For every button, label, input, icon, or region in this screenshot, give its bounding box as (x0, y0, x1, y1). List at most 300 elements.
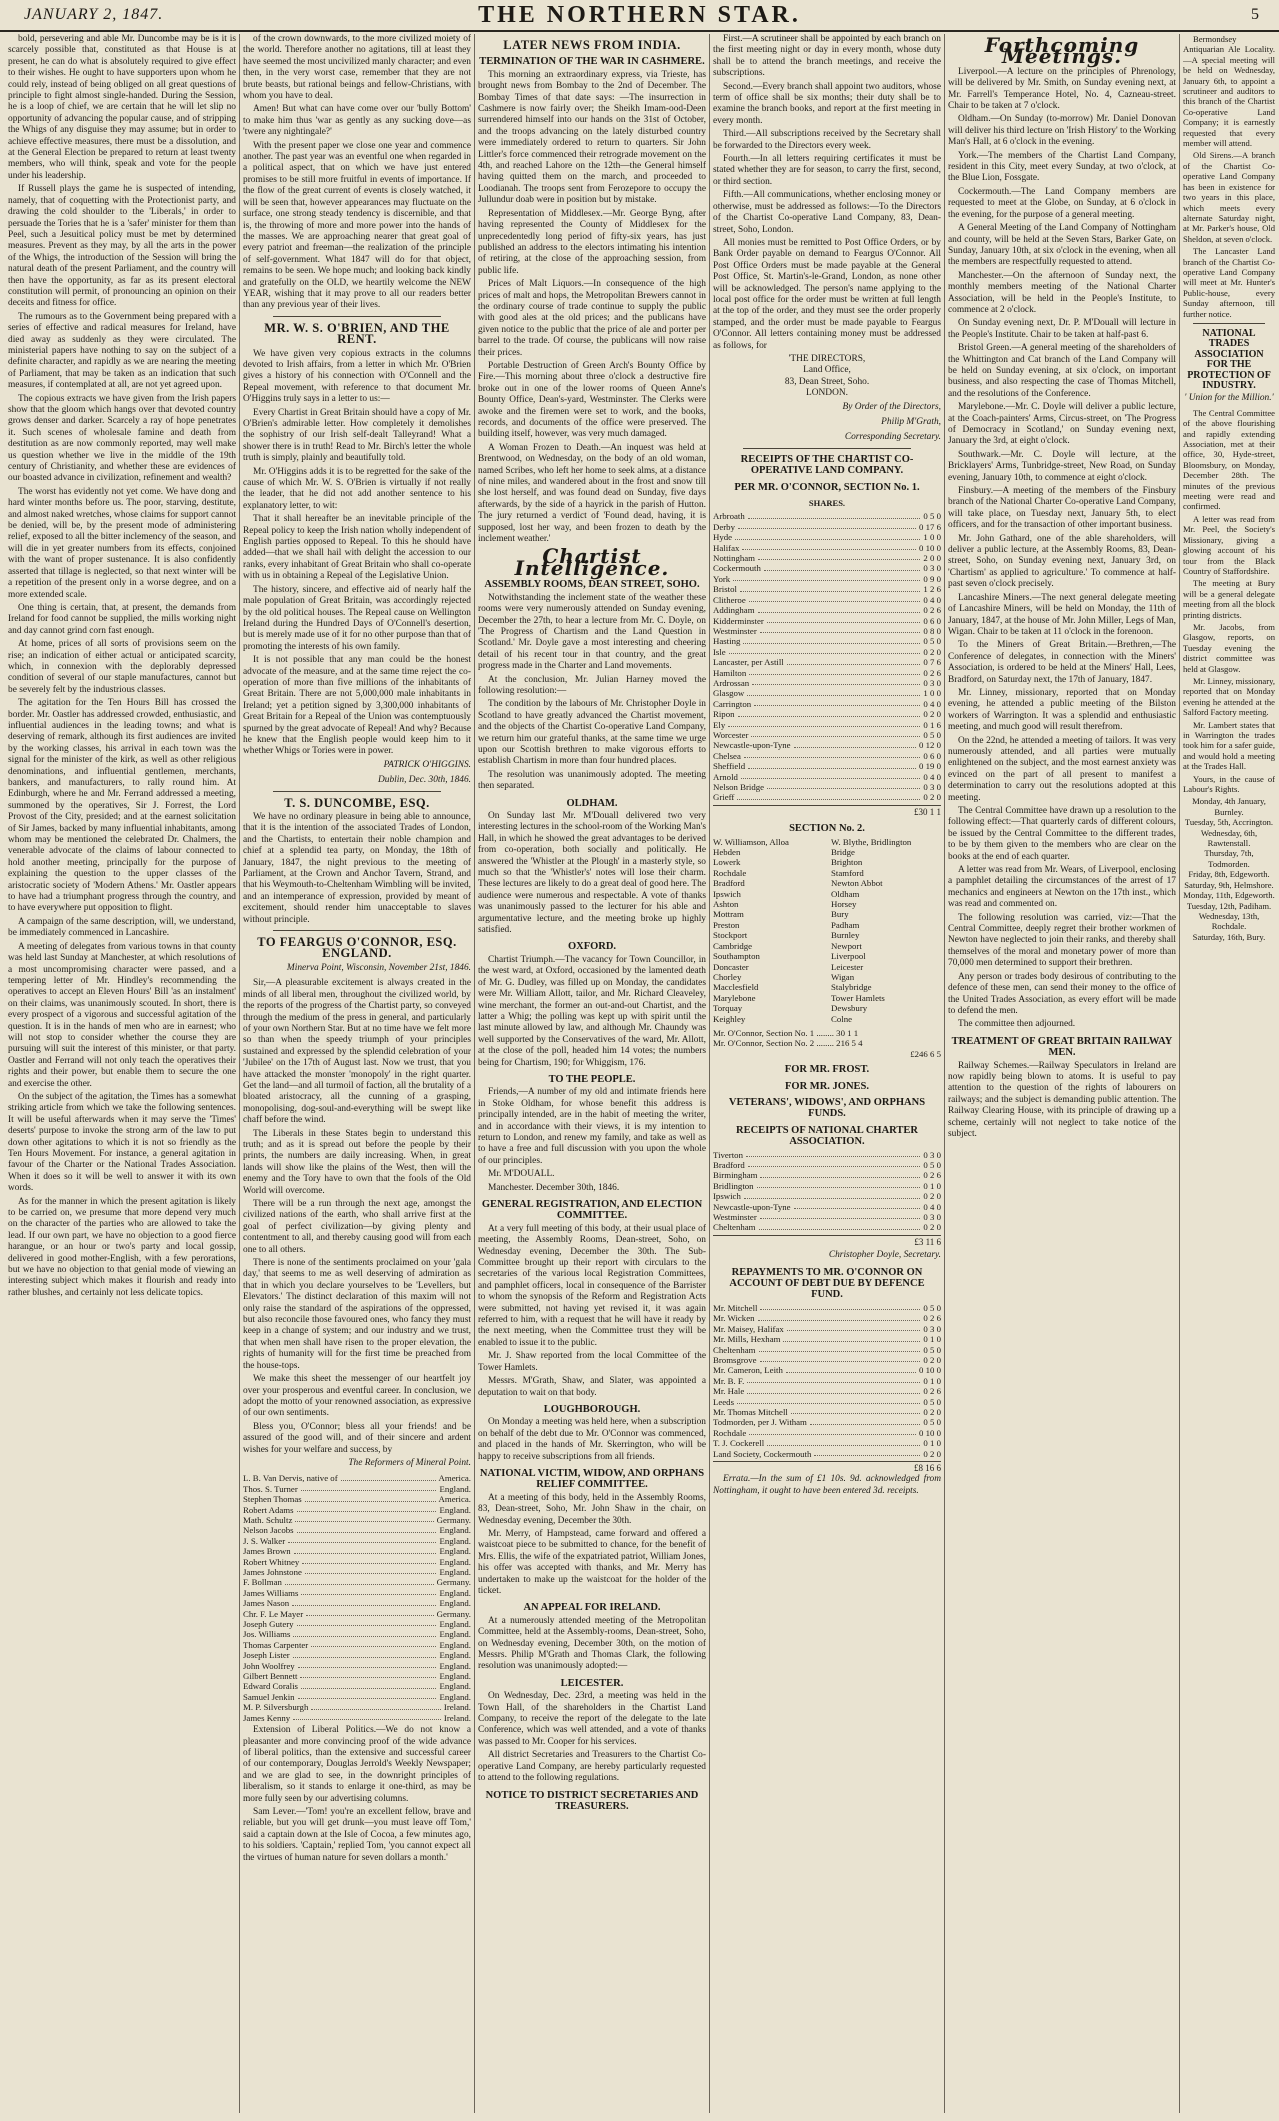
leader-dots (767, 1438, 920, 1445)
nca-receipts (713, 1150, 941, 1233)
paragraph: Messrs. M'Grath, Shaw, and Slater, was appointed a deputation to wait on that body. (478, 1376, 706, 1398)
row-value: 0 2 0 (923, 1406, 941, 1417)
row-label: J. S. Walker (243, 1535, 286, 1546)
leader-dots (760, 1303, 920, 1310)
paragraph: Old Sirens.—A branch of the Chartist Co-operative Land Company has been in existence for two years in this place, which meets every alternate Saturday night, at Mr. Parker's house, Old Sheldon, at seven o'clock. (1183, 150, 1275, 244)
paragraph: On Sunday last Mr. M'Douall delivered two very interesting lectures in the school-room of the Working Man's Hall, in which he showed the great advantages to be derived from co-operation, both socially and politically. He answered the 'Whistler at the Plough' in a masterly style, so much so that the 'Whistler's' notes will lose their charm. These lectures are likely to do a great deal of good here. The audience were numerous and respectable. A vote of thanks was unanimously passed to the lecturer for his able and argumentative lecture, and the meeting broke up highly satisfied. (478, 811, 706, 936)
list-item: Stamford (831, 867, 864, 878)
heading-victim-relief: NATIONAL VICTIM, WIDOW, AND ORPHANS RELIEF COMMITTEE. (479, 1467, 705, 1491)
row-value: England. (439, 1535, 471, 1546)
leader-dots (751, 730, 920, 737)
leader-dots (305, 1494, 436, 1501)
list-item: Brighton (831, 857, 863, 868)
leader-dots (741, 772, 920, 779)
text-line: Saturday, 16th, Bury. (1192, 931, 1266, 942)
row-value: England. (439, 1556, 471, 1567)
row-label: James Williams (243, 1587, 299, 1598)
row-label: Bromsgrove (713, 1354, 757, 1365)
row-value: 0 3 0 (923, 1149, 941, 1160)
text-line: Land Office, (803, 365, 851, 376)
heading-nta: NATIONAL TRADES ASSOCIATION FOR THE PROTECTION OF INDUSTRY. (1187, 327, 1271, 391)
column-rule (1179, 34, 1180, 2113)
row-value: 0 7 6 (923, 657, 941, 668)
leader-dots (295, 1515, 433, 1522)
row-label: Newcastle-upon-Tyne (713, 1201, 791, 1212)
list-row (713, 720, 941, 730)
paragraph: Second.—Every branch shall appoint two auditors, whose term of office shall be six months; their duty shall be to examine the branch books, and report at the first meeting in every month. (713, 81, 941, 126)
heading-veterans-fund: VETERANS', WIDOWS', AND ORPHANS FUNDS. (728, 1096, 926, 1120)
paragraph: Chartist Triumph.—The vacancy for Town Councillor, in the west ward, at Oxford, occasioned by the lamented death of Mr. G. Dudley, was filled up on Monday, the candidates were Mr. William Allott, tailor, and Mr. Richard Cleaveley, wine merchant, the former an out-and-out Chartist, and the latter a Whig; the polling was kept up with spirit until the last minute allowed by law, and although Mr. Chaundy was well supported by the Conservatives of the ward, Mr. Allott, at the close of the poll, headed him 14 votes; the numbers being for Chartism, 190; for Whiggism, 176. (478, 954, 706, 1068)
leader-dots (748, 511, 921, 518)
list-item: Torquay (713, 1003, 743, 1014)
paragraph: On the subject of the agitation, the Times has a somewhat striking article from which we take the following sentences. It will be useful afterwards when it may serve the 'Times' deserts' purpose to invoke the strong arm of the law to put down other agitations to which it is not so friendly as the Ten Hours Movement. For instance, a general agitation in favour of the Charter or the National Trades Association. When it does so it will be well to answer it with its own words. (8, 1091, 236, 1194)
row-label: Joseph Gutery (243, 1619, 294, 1630)
shares-label: SHARES. (808, 498, 846, 509)
row-value: 1 0 0 (923, 688, 941, 699)
row-value: 0 6 0 (923, 750, 941, 761)
heading-oxford: OXFORD. (567, 941, 617, 953)
leader-dots (794, 1202, 921, 1209)
heading-assembly-rooms: ASSEMBLY ROOMS, DEAN STREET, SOHO. (484, 579, 700, 591)
leader-dots (783, 1334, 920, 1341)
paragraph: We have no ordinary pleasure in being able to announce, that it is the intention of the associated Trades of London, and the Chartists, to entertain their noble champion and chief at a splendid tea party, on Monday, the 18th of January, 1847, the night previous to the meeting of Parliament, at the Crown and Anchor Tavern, Strand, and that his Weymouth-to-Cheltenham Wimbling will be invited, and an intemperance of expression, provided by meant of excitement, should render him unacceptable to slaves without principle. (243, 812, 471, 925)
row-value: Germany. (436, 1577, 471, 1588)
paragraph: Fourth.—In all letters requiring certificates it must be stated whether they are for season, to carry the first, second, or third section. (713, 154, 941, 187)
row-value: 0 10 0 (919, 1427, 941, 1438)
leader-dots (747, 688, 920, 695)
list-row (243, 1681, 471, 1691)
paragraph: The following resolution was carried, viz:—That the Central Committee, deeply regret their brother workmen of Newton have neglected to join their ranks, and thereby shall themselves of the moral and monetary power of more than 70,000 men determined to support their brethren. (948, 912, 1176, 969)
row-value: 0 5 0 (923, 729, 941, 740)
paragraph: Representation of Middlesex.—Mr. George Byng, after having represented the County of Middlesex for the unprecedentedly long period of fifty-six years, has just published an address to the electors intimating his intention of retiring, at the close of the approaching session, from public life. (478, 208, 706, 276)
row-label: Thomas Carpenter (243, 1639, 309, 1650)
list-row (713, 740, 941, 750)
paragraph: A Woman Frozen to Death.—An inquest was held at Brentwood, on Wednesday, on the body of an old woman, named Scribes, who left her home to seek alms, at a distance of nine miles, and wandered about in the frost and snow till she lost herself, and was found dead on Sunday, five days afterwards, by the side of a hayrick in the parish of Hutton. The jury returned a verdict of 'Found dead, having, it is supposed, lost her way, and been frozen to death by the inclement weather.' (478, 442, 706, 545)
row-label: Ripon (713, 709, 735, 720)
row-value: 0 4 0 (923, 698, 941, 709)
row-value: 1 2 6 (923, 584, 941, 595)
leader-dots (293, 1629, 436, 1636)
list-row (713, 761, 941, 771)
paragraph: Yours, in the cause of Labour's Rights. (1183, 773, 1275, 795)
heading-india: LATER NEWS FROM INDIA. (503, 38, 681, 52)
signature-place: Dublin, Dec. 30th, 1846. (378, 775, 471, 786)
row-value: 0 1 6 (923, 719, 941, 730)
paragraph: It is not possible that any man could be the honest advocate of the measure, and at the same time reject the co-operation of more than five millions of the inhabitants of Great Britain. There are not 5,000,000 male inhabitants in Ireland; yet a petition signed by 3,300,000 inhabitants of Great Britain for a Repeal of the Union was contemptuously spurned by the great advocate of Repeal! And why? Because he knew that the English people would keep him to it whether Whigs or Tories were in power. (243, 655, 471, 757)
paragraph: A meeting of delegates from various towns in that county was held last Sunday at Manchester, at which resolutions of a most uncompromising character were passed, and a tempering letter of Mr. Hindley's recommending the operatives to accept an Eleven Hours' Bill 'as an instalment' on their claims, was unanimously scouted. In short, there is every prospect of a vigorous and successful agitation of the question. It is in the hands of men who are in earnest; who will not stop to consider whether the course they are pursuing will suit the interest of this minister, or that party. Oastler and Ferrand will not only teach the operatives their rights and their power, but enable them to secure the one and exercise the other. (8, 941, 236, 1089)
heading-mr-frost: FOR MR. FROST. (784, 1064, 870, 1076)
heading-repayments: REPAYMENTS TO MR. O'CONNOR ON ACCOUNT OF DEBT DUE BY DEFENCE FUND. (729, 1266, 925, 1301)
paragraph: Notwithstanding the inclement state of the weather these rooms were very numerously attended on Sunday evening, December the 27th, to hear a lecture from Mr. C. Doyle, on 'The Progress of Chartism and the Land Question in Scotland.' Mr. Doyle gave a most interesting and cheering detail of his recent tour in that country, and the great progress made in the Charter and Land movements. (478, 592, 706, 672)
list-row (713, 772, 941, 782)
row-value: America. (438, 1473, 471, 1484)
leader-dots (292, 1598, 436, 1605)
railway-paragraph: Railway Schemes.—Railway Speculators in Ireland are now rapidly being blown to atoms. It is useful to pay attention to the question of the rights of labourers on railways; and the subject is demanding public attention. The Railway Clearing House, with its principle of drawing up a scheme, certainly will not neglect to take notice of the subject. (948, 1060, 1176, 1139)
row-value: 0 1 0 (923, 1375, 941, 1386)
paragraph: With the present paper we close one year and commence another. The past year was an eventful one when regarded in a political aspect, that on which we have just entered promises to be still more fruitful in events of importance. If the flow of the great current of events is closely watched, it will be seen that, however appearances may fluctuate on the surface, one strong steady tendency is discernible, and that is, the throwing of more and more power into the hands of the masses. We are approaching nearer that great goal of every patriot and freeman—the realization of the principle of self-government. What 1847 will do for that object, remains to be seen. We hope much; and looking back kindly and gratefully on the OLD, we heartily welcome the NEW YEAR, wishing that it may prove to all our readers better than any previous year of their lives. (243, 140, 471, 311)
row-value: Ireland. (443, 1702, 471, 1713)
row-value: 0 1 0 (923, 1438, 941, 1449)
leader-dots (297, 1619, 437, 1626)
row-label: Mr. Thomas Mitchell (713, 1406, 788, 1417)
paragraph: The committee then adjourned. (958, 1019, 1076, 1030)
row-label: L. B. Van Dervis, native of (243, 1473, 338, 1484)
section1-total: £30 1 1 (713, 805, 941, 818)
paragraph: At a numerously attended meeting of the Metropolitan Committee, held at the Assembly-rooms, Dean-street, Soho, on Wednesday evening, December 30th, on the motion of Messrs. Philip M'Grath and Thomas Clark, the following resolution was unanimously adopted:— (478, 1615, 706, 1672)
list-row (713, 595, 941, 605)
text-line: Tuesday, 12th, Padiham. (1186, 900, 1272, 911)
leader-dots (758, 1313, 921, 1320)
list-row (243, 1536, 471, 1546)
letter-body (243, 978, 471, 1456)
row-label: Robert Whitney (243, 1556, 300, 1567)
leader-dots (759, 1345, 921, 1352)
list-row (713, 616, 941, 626)
row-value: 0 4 0 (923, 594, 941, 605)
column-3 (478, 34, 706, 2113)
leader-dots (306, 1609, 434, 1616)
leader-dots (744, 751, 921, 758)
list-row (713, 1386, 941, 1396)
row-label: Math. Schultz (243, 1514, 293, 1525)
paragraph: On Monday a meeting was held here, when a subscription on behalf of the debt due to Mr. O'Connor was commenced, and placed in the hands of Mr. Skerrington, who will be happy to receive subscriptions from all friends. (478, 1417, 706, 1462)
paragraph: Bristol Green.—A general meeting of the shareholders of the Whittington and Cat branch of the Land Company will be held on Sunday evening, at six o'clock, on important business, and also respecting the case of Thomas Mitchell, and the resolutions of the Conference. (948, 343, 1176, 399)
heading-railway: TREATMENT OF GREAT BRITAIN RAILWAY MEN. (951, 1035, 1173, 1059)
oldham-report (478, 811, 706, 936)
paragraph: Mr. Lambert states that in Warrington the trades took him for a safer guide, and would hold a meeting at the Trades Hall. (1183, 719, 1275, 772)
paragraph: Southwark.—Mr. C. Doyle will lecture, at the Bricklayers' Arms, Tunbridge-street, New Road, on Sunday evening, January 10th, to commence at eight o'clock. (948, 449, 1176, 483)
row-value: England. (439, 1650, 471, 1661)
row-label: Birmingham (713, 1170, 758, 1181)
col2-intro (243, 34, 471, 312)
list-row (243, 1525, 471, 1535)
paragraph: Mr. J. Shaw reported from the local Committee of the Tower Hamlets. (478, 1351, 706, 1373)
list-row (713, 511, 941, 521)
nca-signature: Christopher Doyle, Secretary. (828, 1250, 941, 1261)
row-label: Mr. Cameron, Leith (713, 1365, 783, 1376)
paragraph: Every Chartist in Great Britain should have a copy of Mr. O'Brien's admirable letter. How completely it demolishes the sophistry of our Irish self-dealt Talleyrand! What a shower there is in truth! Read to Mr. Birch's letter the whole truth is simply, plainly and beautifully told. (243, 407, 471, 464)
paragraph: The agitation for the Ten Hours Bill has crossed the border. Mr. Oastler has addressed crowded, enthusiastic, and influential audiences in the leading towns; and what is deserving of remark, although its first audiences are invited by the working classes, his arrival in each town was the signal for the minister of the kirk, as well as other religious denominations, and influential gentlemen, merchants, bankers, and manufacturers, to rally round him. At Edinburgh, where he and Mr. Ferrand addressed a meeting, summoned by the operatives, Sir J. Forrest, the Lord Provost of the City, presided; and at the earnest solicitation of Sir James, backed by many influential inhabitants, among whom may be mentioned the celebrated Dr. Chalmers, the venerable advocate of the claims of labour connected to hold another meeting, principally for the purpose of explaining the question to the upper classes of the aristocratic society of 'Modern Athens.' Mr. Oastler appears to have had a triumphant progress through the country, and to have everywhere put opposition to flight. (8, 698, 236, 914)
list-row (243, 1702, 471, 1712)
leader-dots (791, 1407, 921, 1414)
leader-dots (749, 668, 920, 675)
list-item: Bridge (831, 847, 855, 858)
list-row (243, 1640, 471, 1650)
paragraph: Bless you, O'Connor; bless all your friends! and be assured of the good will, and of their sincere and ardent wishes for your welfare and success, by (243, 1421, 471, 1455)
row-label: Mr. B. F. (713, 1375, 745, 1386)
list-item: Oldham (831, 888, 860, 899)
list-row (713, 668, 941, 678)
row-value: 2 0 0 (923, 553, 941, 564)
text-line: 'THE DIRECTORS, (788, 353, 866, 364)
row-value: 0 10 0 (919, 1365, 941, 1376)
list-row (243, 1661, 471, 1671)
leader-dots (748, 1160, 921, 1167)
list-row (243, 1629, 471, 1639)
paragraph: York.—The members of the Chartist Land Company, resident in this City, meet every Sunday, at two o'clock, at the Blue Lion, Fossgate. (948, 150, 1176, 184)
list-row (713, 1449, 941, 1459)
paragraph: The copious extracts we have given from the Irish papers show that the gloom which hangs over that devoted country grows denser and darker. Scarcely a ray of hope penetrates it. Such scenes of wholesale famine and death from destitution as are now commonly reported, may well make us question whether we live in the middle of the 19th century of Christianity, and whether these are evidences of our boasted advance in civilization, refinement and wealth? (8, 393, 236, 484)
leader-dots (301, 1681, 437, 1688)
list-item: Rochdale (713, 867, 747, 878)
text-line: Wednesday, 13th, Rochdale. (1198, 910, 1260, 932)
paragraph: Third.—All subscriptions received by the Secretary shall be forwarded to the Directors every week. (713, 129, 941, 151)
list-item: Horsey (831, 899, 857, 910)
row-value: England. (439, 1587, 471, 1598)
row-value: 0 2 0 (923, 792, 941, 803)
paragraph: A campaign of the same description, will, we understand, be immediately commenced in Lancashire. (8, 916, 236, 939)
meetings-notices (948, 67, 1176, 1031)
leader-dots (293, 1650, 437, 1657)
row-label: Land Society, Cockermouth (713, 1448, 812, 1459)
list-item: Newport (831, 940, 862, 951)
paragraph: Mr. Linney, missionary, reported that on Monday evening, he attended a public meeting of the Bilston workers of Warrington. It was a splendid and enthusiastic meeting, and much good will result therefrom. (948, 687, 1176, 733)
obrien-article (243, 349, 471, 758)
leader-dots (298, 1692, 437, 1699)
row-label: Hasting (713, 636, 741, 647)
row-value: 0 12 0 (919, 740, 941, 751)
paragraph: bold, persevering and able Mr. Duncombe may be is it is scarcely possible that, constituted as that House is at present, he can do what is absolutely required to give effect to their wishes. He ought to have supporters upon whom he could rely, instead of being obliged on all great questions of principle to fight almost single-handed. During the Session, he is a loop of chief, we are certain that he will let slip no opportunity of advancing the popular cause, and of stripping the Whigs of any disguise they may assume; but in order to achieve effective measures, there must be a dissolution, and at the General Election be prepared to return at least twenty members, who will think, speak and vote for the people under his leadership. (8, 34, 236, 181)
paragraph: The Liberals in these States begin to understand this truth; and as it is spread out before the people by their prints, the numbers are daily increasing. When, in great lands will show like the plains of the West, then will the enemy and the Tory have to own that the fools of the Old World will overcome. (243, 1128, 471, 1196)
row-label: Newcastle-upon-Tyne (713, 740, 791, 751)
row-value: 0 2 0 (923, 709, 941, 720)
paragraph: A letter was read from Mr. Wears, of Liverpool, enclosing a pamphlet detailing the circumstances of the arrest of 17 mechanics and engineers at Newton on the 17th inst., which was read and commented on. (948, 865, 1176, 910)
row-label: Addingham (713, 605, 755, 616)
list-row (713, 1397, 941, 1407)
masthead (0, 0, 1279, 32)
appeal-report (478, 1616, 706, 1673)
paragraph: At a meeting of this body, held in the Assembly Rooms, 83, Dean-street, Soho, Mr. John Shaw in the chair, on Wednesday evening, December the 30th. (478, 1492, 706, 1526)
row-value: 0 5 0 (923, 1160, 941, 1170)
paragraph: of the crown downwards, to the more civilized moiety of the world. Therefore another no agitations, till at least they have seemed the most uncivilized manly character; and even then, in the very worst case, remember that they are not brute beasts, but rational beings and fellow-Christians, with whom you have to deal. (243, 34, 471, 102)
text-line: LONDON. (806, 388, 848, 399)
column-rule (709, 34, 710, 2113)
list-item: Mottram (713, 909, 744, 920)
list-row (713, 1324, 941, 1334)
row-value: Germany. (436, 1608, 471, 1619)
row-value: 0 5 0 (923, 1417, 941, 1428)
row-value: England. (439, 1639, 471, 1650)
row-label: Grieff (713, 792, 735, 803)
leader-dots (749, 1428, 916, 1435)
leader-dots (758, 553, 920, 560)
leader-dots (288, 1536, 436, 1543)
list-item: Burnley (831, 930, 860, 941)
leader-dots (787, 1324, 921, 1331)
list-row (713, 1428, 941, 1438)
leader-dots (794, 740, 916, 747)
list-row (713, 1438, 941, 1448)
page-number: 5 (1251, 6, 1259, 23)
section-chartist-intelligence: Chartist Intelligence. (514, 544, 670, 580)
row-value: England. (439, 1567, 471, 1577)
list-row (713, 1170, 941, 1180)
paragraph: The resolution was unanimously adopted. The meeting then separated. (478, 769, 706, 792)
paragraph: Sam Lever.—'Tom! you're an excellent fellow, brave and reliable, but you will get drunk—you must leave off Tom,' said a captain down at the Isle of Cocoa, a few minutes ago, to his soldiers. 'Captain,' replied Tom, 'you cannot expect all the virtues of human nature for seven dollars a month.' (243, 1806, 471, 1863)
list-item: W. Blythe, Bridlington (831, 836, 912, 847)
list-row (713, 522, 941, 532)
row-value: England. (439, 1660, 471, 1671)
row-label: Rochdale (713, 1427, 747, 1438)
row-label: James Johnstone (243, 1567, 302, 1577)
column-6 (1183, 34, 1275, 2113)
leader-dots (740, 584, 920, 591)
list-row (713, 1150, 941, 1160)
paragraph: On Sunday evening next, Dr. P. M'Douall will lecture in the People's Institute. Chair to be taken at half-past 6. (948, 318, 1176, 340)
heading-nca-receipts: RECEIPTS OF NATIONAL CHARTER ASSOCIATION. (736, 1124, 918, 1148)
paragraph: Finsbury.—A meeting of the members of the Finsbury branch of the National Charter Co-operative Land Company, will take place, on Tuesday next, January 5th, to elect officers, and for the transaction of other important business. (948, 486, 1176, 531)
leader-dots (760, 1212, 921, 1219)
leader-dots (293, 1713, 441, 1720)
list-row (713, 553, 941, 563)
repayments-total: £8 16 6 (713, 1461, 941, 1474)
leader-dots (305, 1567, 437, 1574)
paragraph: Oldham.—On Sunday (to-morrow) Mr. Daniel Donovan will deliver his third lecture on 'Irish History' to the Working Man's Hall, at 6 o'clock in the evening. (948, 114, 1176, 148)
list-item: Doncaster (713, 961, 749, 972)
paragraph: Prices of Malt Liquors.—In consequence of the high prices of malt and hops, the Metropolitan Brewers cannot in the ordinary course of trade continue to supply the public with good ales at the old prices; and the publicans have given notice to the public that the price of ale and porter per barrel to the trade. Of course, the publicans will now raise their prices. (478, 279, 706, 358)
paragraph: One thing is certain, that, at present, the demands from Ireland for food cannot be supplied, the mills working night and day cannot grind corn fast enough. (8, 602, 236, 636)
text-line: Thursday, 7th, Todmorden. (1204, 848, 1254, 869)
row-value: 0 5 0 (923, 1302, 941, 1313)
people-address (478, 1087, 706, 1194)
list-item: Preston (713, 919, 740, 930)
row-label: Lancaster, per Astill (713, 657, 784, 668)
text-line: Monday, 11th, Edgeworth. (1183, 890, 1275, 901)
row-value: England. (439, 1546, 471, 1557)
row-label: York (713, 573, 731, 584)
list-row (713, 1303, 941, 1313)
heading-oldham: OLDHAM. (566, 797, 618, 809)
row-value: 0 4 0 (923, 771, 941, 782)
leader-dots (747, 1386, 920, 1393)
list-row (713, 543, 941, 553)
row-value: England. (439, 1681, 471, 1692)
row-value: 0 5 0 (923, 1344, 941, 1355)
list-row (713, 605, 941, 615)
leader-dots (746, 1150, 920, 1157)
list-row (243, 1577, 471, 1587)
row-label: Derby (713, 521, 735, 532)
row-value: America. (438, 1494, 471, 1505)
row-value: 0 1 0 (923, 1334, 941, 1345)
list-row (713, 626, 941, 636)
leader-dots (301, 1588, 436, 1595)
subscriber-note: The Reformers of Mineral Point. (348, 1457, 471, 1468)
row-label: Carrington (713, 698, 752, 709)
row-label: Worcester (713, 729, 749, 740)
list-row (243, 1546, 471, 1556)
row-label: Westminster (713, 625, 757, 636)
section2-names (713, 837, 941, 1024)
list-item: Bury (831, 909, 849, 920)
leader-dots (733, 574, 920, 581)
leader-dots (311, 1702, 441, 1709)
row-value: 0 6 0 (923, 615, 941, 626)
leader-dots (754, 699, 920, 706)
paragraph: If Russell plays the game he is suspected of intending, namely, that of coquetting with the Protectionist party, and drawing the cold shoulder to the 'Liberals,' in order to persuade the Tories that he is a 'safer' minister for them than Peel, such a Jesuitical policy must be met by determined measures. Prevent as they may, by all the arts in the power of the Whigs, the introduction of the Session will bring the natural death of the present Parliament, and the country will then have the opportunity, as far as its present electoral constitution will permit, of pronouncing an opinion on their deceits and fitness for office. (8, 184, 236, 309)
list-item: Lowerk (713, 857, 741, 868)
paragraph: Marylebone.—Mr. C. Doyle will deliver a public lecture, at the Coach-painters' Arms, Circus-street, on 'The Progress of Democracy in Scotland,' on Sunday evening next, January the 3rd, at eight o'clock. (948, 402, 1176, 447)
paragraph: A letter was read from Mr. Peel, the Society's Missionary, giving a glowing account of his tour from the Black Country of Staffordshire. (1183, 513, 1275, 576)
list-row (713, 792, 941, 802)
list-item: Dewsbury (831, 1003, 868, 1014)
leader-dots (297, 1525, 437, 1532)
letter-place: Minerva Point, Wisconsin, November 21st, 1846. (286, 962, 471, 973)
leader-dots (810, 1417, 921, 1424)
list-row (713, 532, 941, 542)
list-item: Wigan (831, 971, 855, 982)
leader-dots (302, 1557, 436, 1564)
assembly-report (478, 593, 706, 793)
list-row (713, 1181, 941, 1191)
list-row (713, 657, 941, 667)
row-value: 0 4 0 (923, 1201, 941, 1212)
list-item: W. Williamson, Alloa (713, 836, 789, 847)
paragraph: On Wednesday, Dec. 23rd, a meeting was held in the Town Hall, of the shareholders in the Chartist Land Company, to receive the report of the delegate to the late Conference, which was well attended, and a vote of thanks was passed to Mr. Cooper for his services. (478, 1691, 706, 1747)
row-label: Mr. Wicken (713, 1313, 755, 1324)
list-row (243, 1609, 471, 1619)
heading-general-registration: GENERAL REGISTRATION, AND ELECTION COMMITTEE. (481, 1199, 703, 1222)
list-row (243, 1494, 471, 1504)
row-label: T. J. Cockerell (713, 1438, 765, 1449)
paragraph: We make this sheet the messenger of our heartfelt joy over your prosperous and eventful career. In conclusion, we adopt the motto of your renowned association, as expressive of our own sentiments. (243, 1374, 471, 1419)
list-item: Stalybridge (831, 982, 872, 993)
list-row (243, 1650, 471, 1660)
row-value: England. (439, 1525, 471, 1536)
leader-dots (787, 657, 921, 664)
row-value: 0 2 0 (923, 1448, 941, 1459)
paragraph: To the Miners of Great Britain.—Brethren,—The Conference of delegates, in connection with the Miners' Association, is ordered to be held at the Miners' Hall, Lees, Bradford, on Saturday next, the 17th of January, 1847. (948, 640, 1176, 685)
leader-dots (341, 1473, 436, 1480)
list-item: Chorley (713, 971, 742, 982)
row-value: 0 2 6 (923, 605, 941, 616)
leader-dots (764, 563, 921, 570)
heading-mr-jones: FOR MR. JONES. (785, 1080, 869, 1092)
list-row (713, 782, 941, 792)
row-label: Cheltenham (713, 1222, 756, 1233)
leader-dots (737, 1397, 920, 1404)
divider (273, 316, 441, 317)
row-value: 0 8 0 (923, 625, 941, 636)
leader-dots (760, 1355, 921, 1362)
row-label: Arbroath (713, 511, 745, 522)
column-rule (944, 34, 945, 2113)
issue-date: JANUARY 2, 1847. (24, 6, 164, 23)
nta-motto: ' Union for the Million.' (1184, 393, 1274, 404)
row-label: Jos. Williams (243, 1629, 291, 1640)
list-item: Leicester (831, 961, 864, 972)
india-news (478, 70, 706, 546)
signature-ohiggins: PATRICK O'HIGGINS. (383, 759, 471, 770)
row-label: Bradford (713, 1160, 745, 1170)
row-label: Leeds (713, 1396, 735, 1407)
list-row (713, 1334, 941, 1344)
column-rule (474, 34, 475, 2113)
row-value: 0 3 0 (923, 1212, 941, 1223)
row-label: Isle (713, 646, 726, 657)
row-value: Ireland. (443, 1712, 471, 1723)
paragraph: First.—A scrutineer shall be appointed by each branch on the first meeting night or day in every month, whose duty shall be to attend the branch meetings, and receive the subscriptions. (713, 34, 941, 79)
row-value: 0 9 0 (923, 573, 941, 584)
list-row (713, 1417, 941, 1427)
paragraph: All monies must be remitted to Post Office Orders, or by Bank Order payable on demand to Feargus O'Connor. All Post Office Orders must be made payable at the General Post Office, St. Martin's-le-Grand, London, as none other will be acknowledged. The person's name applying to the local post office for the order must be written at full length at the top of the order, and they must see the order properly stamped, and the order must be made payable to Feargus O'Connor. All letters containing money must be addressed as follows, for (713, 237, 941, 351)
row-label: Ipswich (713, 1191, 741, 1202)
list-row (713, 563, 941, 573)
leader-dots (298, 1661, 437, 1668)
list-row (243, 1484, 471, 1494)
leader-dots (744, 1191, 921, 1198)
row-value: England. (439, 1598, 471, 1609)
